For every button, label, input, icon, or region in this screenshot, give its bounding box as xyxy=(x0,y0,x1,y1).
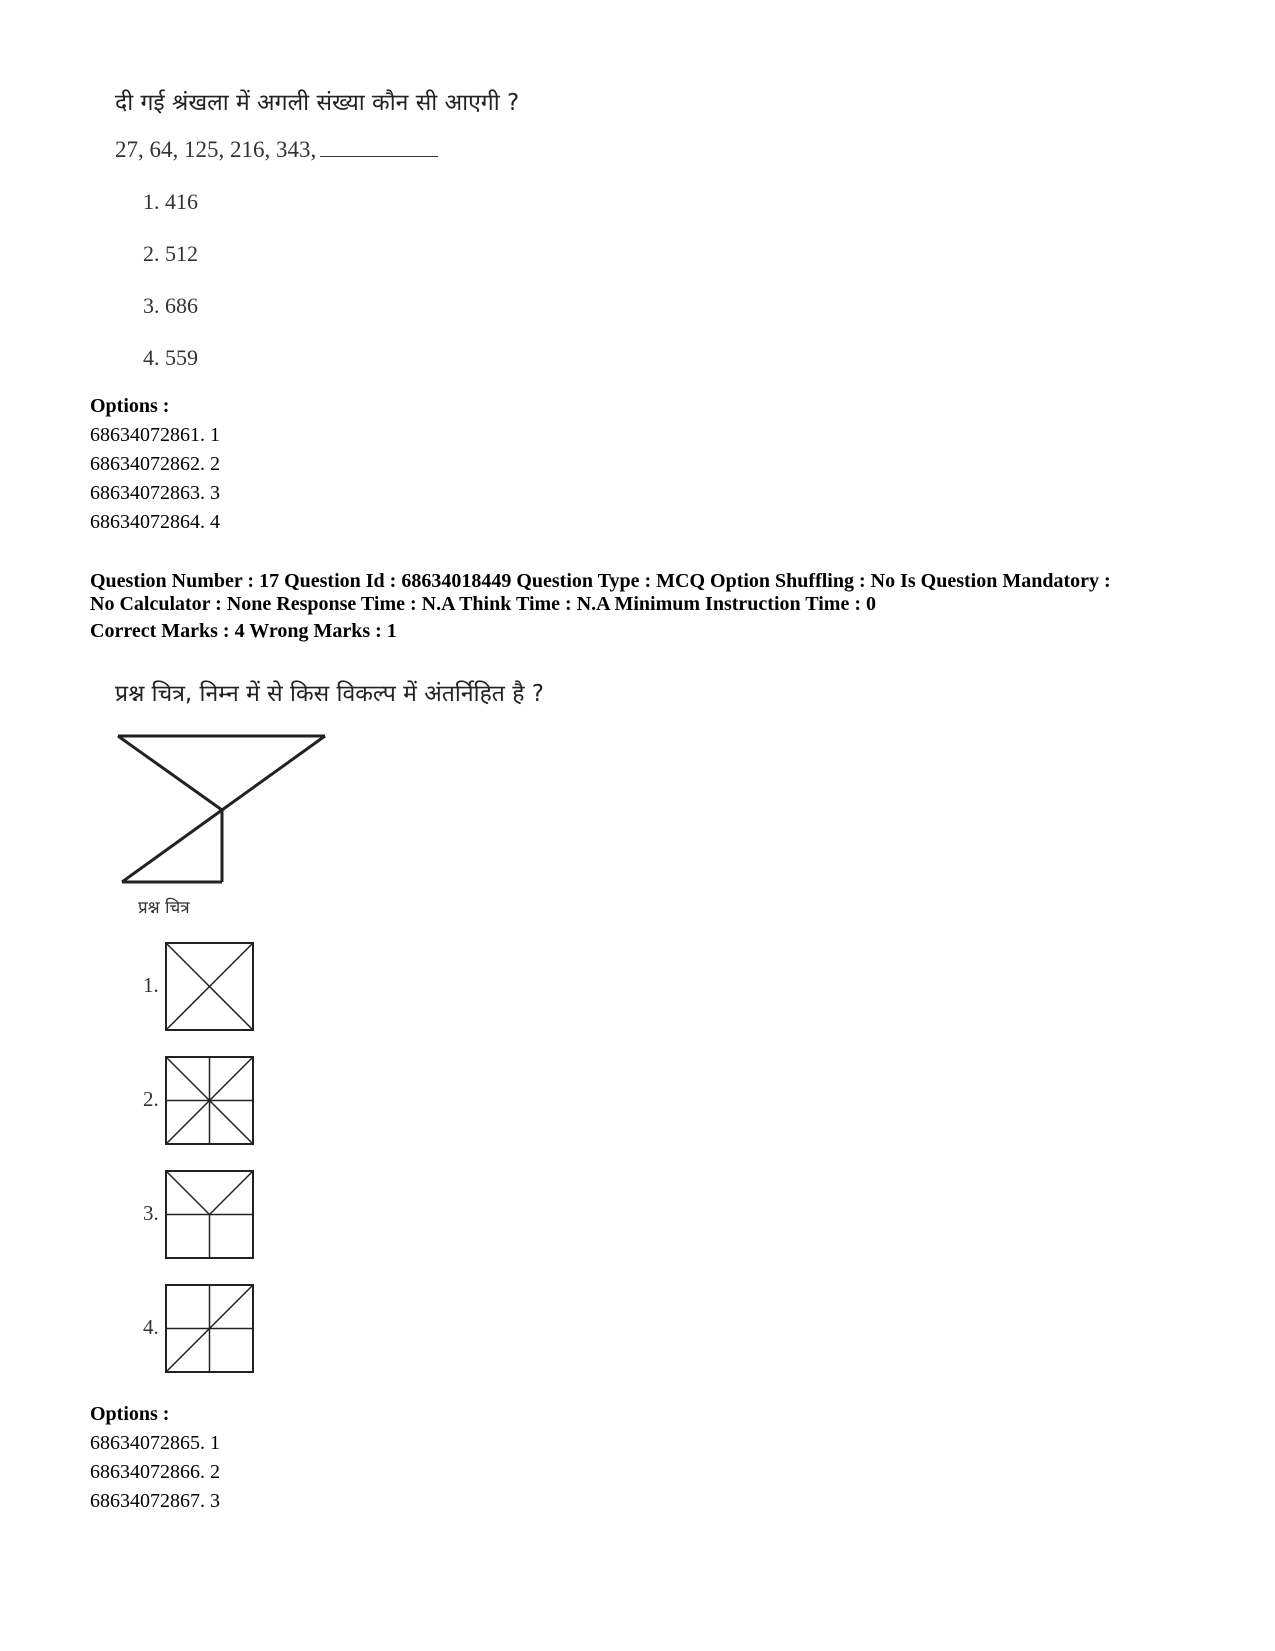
q17-options-label: Options : xyxy=(90,1403,170,1425)
figure-choice-label-1: 1. xyxy=(143,973,159,997)
q16-series-values: 27, 64, 125, 216, 343, xyxy=(115,137,317,162)
option-item: 68634072862. 2 xyxy=(90,453,220,475)
q17-meta-line-1: Question Number : 17 Question Id : 68634018449 Question Type : MCQ Option Shuffling : No Is Question Mandatory : xyxy=(90,570,1111,592)
figure-choice-2 xyxy=(164,1055,256,1147)
q17-meta xyxy=(90,570,1111,616)
q16-question-text: दी गई श्रंखला में अगली संख्या कौन सी आएगी ? xyxy=(115,90,520,116)
figure-choice-label-3: 3. xyxy=(143,1201,159,1225)
question-figure xyxy=(110,728,335,890)
q16-choice-3: 3. 686 xyxy=(143,293,198,318)
q17-question-text: प्रश्न चित्र, निम्न में से किस विकल्प में अंतर्निहित है ? xyxy=(115,681,544,707)
q16-choice-1: 1. 416 xyxy=(143,189,198,214)
option-item: 68634072867. 3 xyxy=(90,1490,220,1512)
q16-choice-2: 2. 512 xyxy=(143,241,198,266)
answer-blank xyxy=(320,138,438,157)
q16-choice-4: 4. 559 xyxy=(143,345,198,370)
figure-caption: प्रश्न चित्र xyxy=(138,898,190,918)
option-item: 68634072865. 1 xyxy=(90,1432,220,1454)
option-item: 68634072866. 2 xyxy=(90,1461,220,1483)
q17-options-list xyxy=(90,1429,220,1516)
q16-options-list xyxy=(90,421,220,537)
option-item: 68634072863. 3 xyxy=(90,482,220,504)
q16-series xyxy=(115,137,438,163)
figure-choice-label-2: 2. xyxy=(143,1087,159,1111)
figure-choice-1 xyxy=(164,941,256,1033)
figure-choice-3 xyxy=(164,1169,256,1261)
q16-options-label: Options : xyxy=(90,395,170,417)
figure-choice-4 xyxy=(164,1283,256,1375)
option-item: 68634072864. 4 xyxy=(90,511,220,533)
figure-choice-label-4: 4. xyxy=(143,1315,159,1339)
q17-meta-line-2: No Calculator : None Response Time : N.A Think Time : N.A Minimum Instruction Time : 0 xyxy=(90,593,876,615)
q17-marks: Correct Marks : 4 Wrong Marks : 1 xyxy=(90,620,397,642)
option-item: 68634072861. 1 xyxy=(90,424,220,446)
